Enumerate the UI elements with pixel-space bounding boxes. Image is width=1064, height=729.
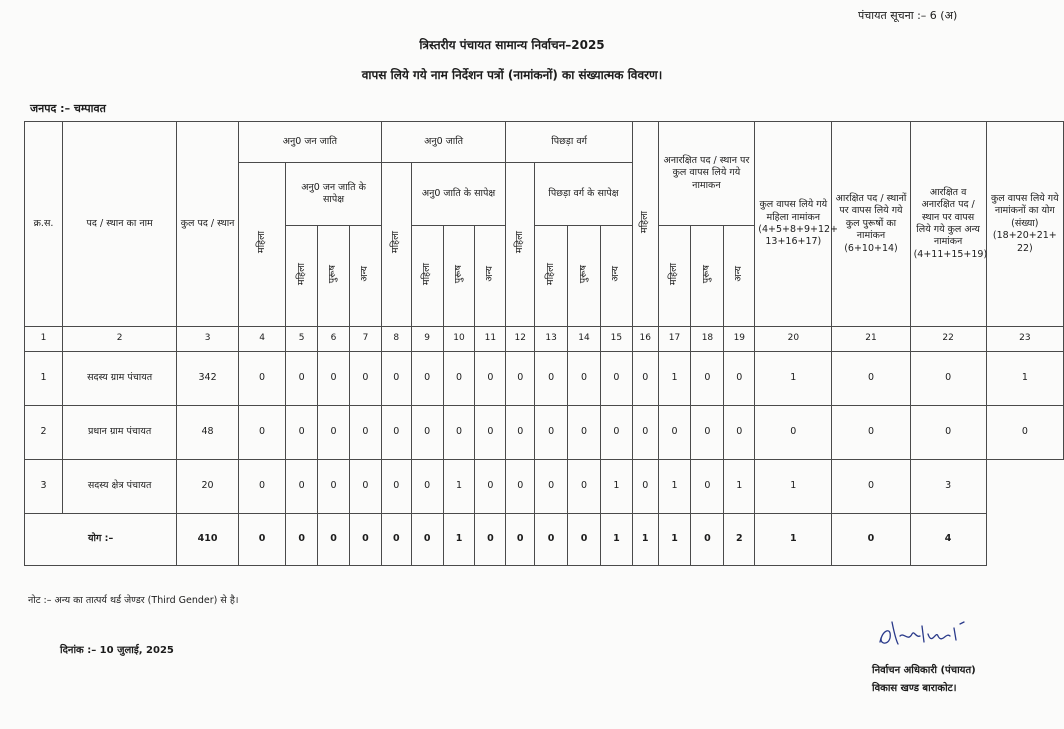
column-number: 18 bbox=[691, 327, 724, 352]
table-cell: 0 bbox=[506, 406, 535, 460]
table-cell: 0 bbox=[349, 406, 381, 460]
table-cell: 0 bbox=[381, 352, 411, 406]
table-cell: 0 bbox=[568, 406, 601, 460]
row-post-name: प्रधान ग्राम पंचायत bbox=[63, 406, 177, 460]
total-cell: 0 bbox=[568, 514, 601, 566]
column-number: 15 bbox=[600, 327, 632, 352]
header-sn: क्र.स. bbox=[25, 122, 63, 327]
column-number: 14 bbox=[568, 327, 601, 352]
document-subtitle: वापस लिये गये नाम निर्देशन पत्रों (नामांकनों) का संख्यात्मक विवरण। bbox=[361, 68, 663, 82]
column-number: 7 bbox=[349, 327, 381, 352]
vertical-label: महिला bbox=[544, 262, 556, 285]
column-number: 13 bbox=[535, 327, 568, 352]
total-cell: 0 bbox=[411, 514, 443, 566]
header-st: अनु0 जन जाति bbox=[238, 122, 381, 163]
header-obc-rel-women bbox=[535, 226, 568, 327]
table-cell: 0 bbox=[724, 406, 755, 460]
row-post-name: सदस्य ग्राम पंचायत bbox=[63, 352, 177, 406]
column-number: 8 bbox=[381, 327, 411, 352]
document-title: त्रिस्तरीय पंचायत सामान्य निर्वाचन–2025 bbox=[419, 38, 605, 52]
header-obc: पिछड़ा वर्ग bbox=[506, 122, 633, 163]
table-cell: 0 bbox=[381, 460, 411, 514]
total-cell: 1 bbox=[600, 514, 632, 566]
table-cell: 0 bbox=[286, 460, 318, 514]
total-cell: 0 bbox=[535, 514, 568, 566]
header-col20 bbox=[755, 122, 839, 327]
table-row bbox=[25, 460, 1064, 514]
table-cell: 1 bbox=[755, 460, 832, 514]
footnote: नोट :– अन्य का तात्पर्य थर्ड जेण्डर (Third Gender) से है। bbox=[28, 595, 239, 606]
header-sc: अनु0 जाति bbox=[381, 122, 505, 163]
row-total-posts: 48 bbox=[177, 406, 239, 460]
row-sn: 2 bbox=[25, 406, 63, 460]
table-cell: 0 bbox=[535, 406, 568, 460]
vertical-label: पुरूष bbox=[701, 264, 713, 283]
column-number: 19 bbox=[724, 327, 755, 352]
table-cell: 0 bbox=[411, 460, 443, 514]
col22-formula: (4+11+15+19) bbox=[913, 248, 988, 260]
col21-formula: (6+10+14) bbox=[844, 242, 898, 254]
officer-designation: निर्वाचन अधिकारी (पंचायत) bbox=[872, 665, 976, 676]
vertical-label: पुरूष bbox=[577, 264, 589, 283]
col21-label: आरक्षित पद / स्थानों पर वापस लिये गये कुल पुरूषों का नामांकन bbox=[835, 193, 907, 242]
header-sc-relative: अनु0 जाति के सापेक्ष bbox=[411, 163, 506, 226]
table-cell: 0 bbox=[986, 406, 1063, 460]
header-sc-rel-other bbox=[475, 226, 506, 327]
column-number: 3 bbox=[177, 327, 239, 352]
column-number: 17 bbox=[658, 327, 691, 352]
table-cell: 1 bbox=[658, 460, 691, 514]
total-cell: 0 bbox=[506, 514, 535, 566]
column-number: 1 bbox=[25, 327, 63, 352]
notice-number: पंचायत सूचना :– 6 (अ) bbox=[858, 9, 958, 22]
vertical-label: पुरूष bbox=[452, 264, 464, 283]
total-cell: 4 bbox=[910, 514, 986, 566]
vertical-label: पुरूष bbox=[327, 264, 339, 283]
column-number: 4 bbox=[238, 327, 285, 352]
table-cell: 1 bbox=[600, 460, 632, 514]
col20-label: कुल वापस लिये गये महिला नामांकन bbox=[759, 199, 828, 223]
column-number: 16 bbox=[632, 327, 658, 352]
table-cell: 0 bbox=[475, 460, 506, 514]
column-number-row bbox=[25, 327, 1064, 352]
table-cell: 0 bbox=[600, 406, 632, 460]
table-cell: 0 bbox=[443, 352, 475, 406]
table-cell: 0 bbox=[238, 352, 285, 406]
total-cell: 0 bbox=[238, 514, 285, 566]
total-cell: 2 bbox=[724, 514, 755, 566]
table-cell: 0 bbox=[411, 352, 443, 406]
column-number: 6 bbox=[318, 327, 350, 352]
vertical-label: महिला bbox=[255, 231, 267, 254]
table-cell: 0 bbox=[475, 406, 506, 460]
table-cell: 0 bbox=[691, 352, 724, 406]
row-sn: 1 bbox=[25, 352, 63, 406]
table-cell: 0 bbox=[568, 352, 601, 406]
header-st-rel-other bbox=[349, 226, 381, 327]
row-sn: 3 bbox=[25, 460, 63, 514]
total-cell: 0 bbox=[286, 514, 318, 566]
header-sc-rel-men bbox=[443, 226, 475, 327]
header-unres-other bbox=[724, 226, 755, 327]
table-cell: 0 bbox=[658, 406, 691, 460]
block-name: विकास खण्ड बाराकोट। bbox=[872, 683, 957, 694]
table-cell: 0 bbox=[832, 460, 910, 514]
header-sc-women bbox=[381, 163, 411, 327]
total-cell: 0 bbox=[318, 514, 350, 566]
col20-formula: (4+5+8+9+12+ 13+16+17) bbox=[758, 224, 839, 248]
table-cell: 0 bbox=[349, 352, 381, 406]
col23-formula: (18+20+21+ 22) bbox=[992, 230, 1057, 254]
table-cell: 1 bbox=[755, 352, 832, 406]
column-number: 21 bbox=[832, 327, 910, 352]
column-number: 10 bbox=[443, 327, 475, 352]
table-cell: 1 bbox=[443, 460, 475, 514]
total-posts-sum: 410 bbox=[177, 514, 239, 566]
header-post-name: पद / स्थान का नाम bbox=[63, 122, 177, 327]
table-row bbox=[25, 352, 1064, 406]
table-cell: 0 bbox=[535, 460, 568, 514]
table-cell: 0 bbox=[632, 406, 658, 460]
row-total-posts: 20 bbox=[177, 460, 239, 514]
table-cell: 0 bbox=[286, 352, 318, 406]
header-obc-women bbox=[506, 163, 535, 327]
header-unres-men bbox=[691, 226, 724, 327]
total-cell: 0 bbox=[381, 514, 411, 566]
header-col21 bbox=[832, 122, 910, 327]
col23-label: कुल वापस लिये गये नामांकनों का योग (संख्या) bbox=[991, 193, 1059, 229]
column-number: 23 bbox=[986, 327, 1063, 352]
table-cell: 0 bbox=[724, 352, 755, 406]
total-cell: 0 bbox=[832, 514, 910, 566]
total-row bbox=[25, 514, 1064, 566]
header-st-relative: अनु0 जन जाति के सापेक्ष bbox=[286, 163, 382, 226]
vertical-label: महिला bbox=[420, 262, 432, 285]
table-cell: 0 bbox=[632, 352, 658, 406]
table-cell: 0 bbox=[691, 460, 724, 514]
header-sc-rel-women bbox=[411, 226, 443, 327]
table-cell: 0 bbox=[832, 406, 910, 460]
column-number: 9 bbox=[411, 327, 443, 352]
table-cell: 0 bbox=[381, 406, 411, 460]
total-cell: 0 bbox=[349, 514, 381, 566]
vertical-label: महिला bbox=[295, 262, 307, 285]
vertical-label: अन्य bbox=[733, 266, 745, 282]
total-cell: 0 bbox=[691, 514, 724, 566]
col22-label: आरक्षित व अनारक्षित पद / स्थान पर वापस लिये गये कुल अन्य नामांकन bbox=[916, 186, 980, 248]
vertical-label: महिला bbox=[514, 231, 526, 254]
column-number: 5 bbox=[286, 327, 318, 352]
total-cell: 1 bbox=[755, 514, 832, 566]
table-cell: 0 bbox=[832, 352, 910, 406]
table-cell: 0 bbox=[910, 406, 986, 460]
table-cell: 0 bbox=[286, 406, 318, 460]
header-obc-rel-other bbox=[600, 226, 632, 327]
table-cell: 0 bbox=[755, 406, 832, 460]
table-cell: 1 bbox=[658, 352, 691, 406]
column-number: 20 bbox=[755, 327, 832, 352]
table-cell: 0 bbox=[506, 352, 535, 406]
total-cell: 1 bbox=[632, 514, 658, 566]
district-label: जनपद :– चम्पावत bbox=[30, 102, 106, 115]
table-cell: 1 bbox=[986, 352, 1063, 406]
vertical-label: अन्य bbox=[610, 266, 622, 282]
header-unreserved: अनारक्षित पद / स्थान पर कुल वापस लिये गये नामाकन bbox=[658, 122, 755, 226]
table-cell: 0 bbox=[443, 406, 475, 460]
withdrawal-table bbox=[24, 121, 1064, 566]
column-number: 2 bbox=[63, 327, 177, 352]
table-cell: 0 bbox=[632, 460, 658, 514]
column-number: 12 bbox=[506, 327, 535, 352]
total-cell: 0 bbox=[475, 514, 506, 566]
column-number: 11 bbox=[475, 327, 506, 352]
vertical-label: अन्य bbox=[359, 266, 371, 282]
vertical-label: महिला bbox=[668, 262, 680, 285]
table-cell: 0 bbox=[318, 352, 350, 406]
header-col22 bbox=[910, 122, 986, 327]
table-cell: 3 bbox=[910, 460, 986, 514]
table-cell: 0 bbox=[535, 352, 568, 406]
table-cell: 0 bbox=[238, 460, 285, 514]
header-total-posts: कुल पद / स्थान bbox=[177, 122, 239, 327]
vertical-label: महिला bbox=[390, 231, 402, 254]
vertical-label: अन्य bbox=[484, 266, 496, 282]
table-cell: 0 bbox=[349, 460, 381, 514]
header-st-rel-women bbox=[286, 226, 318, 327]
header-col23 bbox=[986, 122, 1063, 327]
table-cell: 0 bbox=[600, 352, 632, 406]
vertical-label: महिला bbox=[639, 210, 651, 233]
header-obc-relative: पिछड़ा वर्ग के सापेक्ष bbox=[535, 163, 633, 226]
column-number: 22 bbox=[910, 327, 986, 352]
header-unreserved-women bbox=[632, 122, 658, 327]
total-label: योग :– bbox=[25, 514, 177, 566]
header-obc-rel-men bbox=[568, 226, 601, 327]
row-total-posts: 342 bbox=[177, 352, 239, 406]
header-st-women bbox=[238, 163, 285, 327]
row-post-name: सदस्य क्षेत्र पंचायत bbox=[63, 460, 177, 514]
table-cell: 0 bbox=[910, 352, 986, 406]
total-cell: 1 bbox=[658, 514, 691, 566]
signature bbox=[872, 612, 982, 654]
table-cell: 1 bbox=[724, 460, 755, 514]
header-st-rel-men bbox=[318, 226, 350, 327]
table-cell: 0 bbox=[318, 406, 350, 460]
table-cell: 0 bbox=[411, 406, 443, 460]
table-cell: 0 bbox=[691, 406, 724, 460]
header-unres-women bbox=[658, 226, 691, 327]
table-cell: 0 bbox=[318, 460, 350, 514]
total-cell: 1 bbox=[443, 514, 475, 566]
date-label: दिनांक :– 10 जुलाई, 2025 bbox=[60, 645, 174, 656]
table-cell: 0 bbox=[568, 460, 601, 514]
table-cell: 0 bbox=[506, 460, 535, 514]
table-cell: 0 bbox=[475, 352, 506, 406]
table-cell: 0 bbox=[238, 406, 285, 460]
table-row bbox=[25, 406, 1064, 460]
